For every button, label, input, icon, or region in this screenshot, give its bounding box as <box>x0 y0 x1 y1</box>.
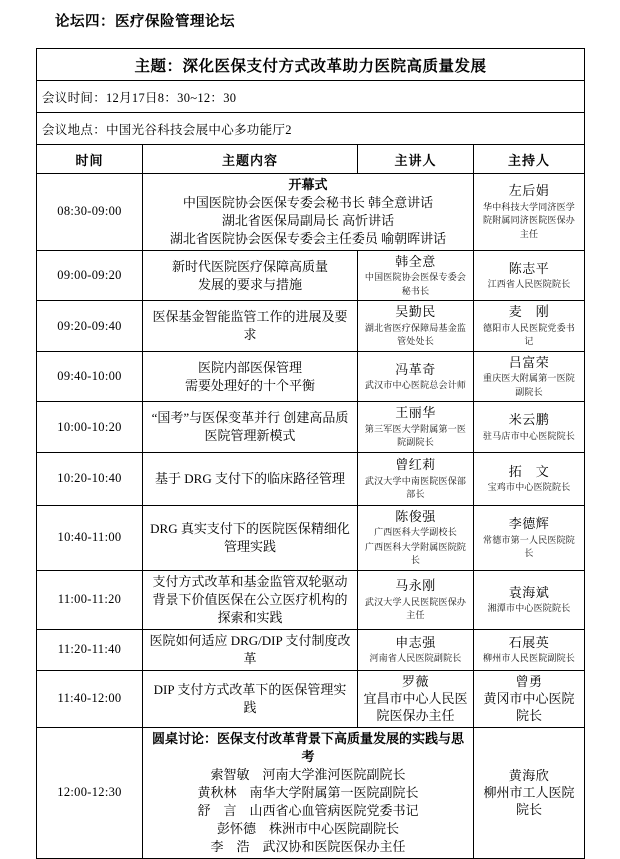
page-title: 论坛四：医疗保险管理论坛 <box>55 14 235 30</box>
person-org: 宜昌市中心人民医院医保办主任 <box>363 691 468 724</box>
table-header-row <box>37 145 585 174</box>
topic-line: 黄秋林 南华大学附属第一医院副院长 <box>197 784 419 800</box>
time-cell: 12:00-12:30 <box>37 728 143 859</box>
col-header-topic: 主题内容 <box>143 145 358 174</box>
time-cell: 10:20-10:40 <box>37 452 143 505</box>
topic-cell <box>143 570 358 629</box>
topic-line: DIP 支付方式改革下的医保管理实践 <box>153 681 347 715</box>
person-org: 柳州市工人医院院长 <box>483 785 575 818</box>
person-name: 陈俊强 <box>395 508 436 524</box>
topic-line: 李 浩 武汉协和医院医保办主任 <box>210 838 406 854</box>
person-org: 武汉大学中南医院医保部部长 <box>364 475 467 500</box>
host-cell <box>474 174 585 251</box>
speaker-cell <box>358 670 474 727</box>
topic-cell <box>143 728 474 859</box>
person-org: 德阳市人民医院党委书记 <box>483 322 576 347</box>
time-cell: 11:20-11:40 <box>37 629 143 670</box>
person-name: 韩全意 <box>395 253 436 269</box>
speaker-cell <box>358 629 474 670</box>
person-org: 中国医院协会医保专委会秘书长 <box>364 272 467 296</box>
person-name: 石展英 <box>508 634 550 650</box>
host-cell <box>474 452 585 505</box>
person-org: 武汉市中心医院总会计师 <box>364 380 467 391</box>
topic-line: 索智敏 河南大学淮河医院副院长 <box>210 766 406 782</box>
person-org: 柳州市人民医院副院长 <box>483 653 576 664</box>
person-name: 曾红莉 <box>395 457 436 473</box>
agenda-table <box>36 48 585 859</box>
host-cell <box>474 670 585 727</box>
person-org: 江西省人民医院院长 <box>487 279 571 290</box>
topic-line: 基于 DRG 支付下的临床路径管理 <box>155 470 345 486</box>
topic-line: DRG 真实支付下的医院医保精细化管理实践 <box>150 521 350 554</box>
person-org: 河南省人民医院副院长 <box>369 653 462 664</box>
meeting-time-text: 会议时间：12月17日8：30~12：30 <box>37 81 585 113</box>
topic-line: 舒 言 山西省心血管病医院党委书记 <box>197 802 419 818</box>
topic-line: 湖北省医保局副局长 高忻讲话 <box>221 212 395 228</box>
person-name: 袁海斌 <box>508 584 550 600</box>
person-name: 冯革奇 <box>395 361 436 377</box>
schedule-row <box>37 505 585 570</box>
person-org: 第三军医大学附属第一医院副院长 <box>364 423 467 448</box>
schedule-row <box>37 174 585 251</box>
person-org: 湘潭市中心医院院长 <box>487 603 571 614</box>
theme-row <box>37 49 585 81</box>
topic-cell <box>143 629 358 670</box>
topic-cell <box>143 301 358 352</box>
person-name: 李德辉 <box>508 516 550 532</box>
time-cell: 10:00-10:20 <box>37 402 143 453</box>
topic-cell <box>143 250 358 301</box>
person-name: 麦 刚 <box>508 304 550 320</box>
time-cell: 09:20-09:40 <box>37 301 143 352</box>
topic-line: 中国医院协会医保专委会秘书长 韩全意讲话 <box>182 194 434 210</box>
topic-cell <box>143 505 358 570</box>
topic-line: 湖北省医院协会医保专委会主任委员 喻朝晖讲话 <box>169 230 447 246</box>
topic-cell <box>143 351 358 402</box>
host-cell <box>474 351 585 402</box>
schedule-row <box>37 629 585 670</box>
person-org: 广西医科大学附属医院院长 <box>364 541 467 566</box>
meeting-venue-text: 会议地点：中国光谷科技会展中心多功能厅2 <box>37 113 585 145</box>
person-name: 王丽华 <box>395 405 436 421</box>
topic-title: 开幕式 <box>288 177 328 192</box>
speaker-cell <box>358 351 474 402</box>
topic-cell <box>143 402 358 453</box>
schedule-row <box>37 570 585 629</box>
topic-line: 支付方式改革和基金监管双轮驱动背景下价值医保在公立医疗机构的探索和实践 <box>152 573 348 625</box>
person-org: 重庆医大附属第一医院副院长 <box>483 373 576 397</box>
host-cell <box>474 629 585 670</box>
person-org: 广西医科大学副校长 <box>374 527 457 538</box>
meeting-time-row <box>37 81 585 113</box>
person-org: 湖北省医疗保障局基金监管处处长 <box>364 322 467 347</box>
time-cell: 11:00-11:20 <box>37 570 143 629</box>
host-cell <box>474 728 585 859</box>
person-name: 吕富荣 <box>508 354 550 370</box>
topic-line: “国考”与医保变革并行 创建高品质 <box>151 410 349 426</box>
person-name: 陈志平 <box>508 260 550 276</box>
time-cell: 10:40-11:00 <box>37 505 143 570</box>
topic-line: 发展的要求与措施 <box>197 276 302 292</box>
person-org: 华中科技大学同济医学院附属同济医院医保办主任 <box>483 201 576 239</box>
person-org: 驻马店市中心医院院长 <box>483 430 576 441</box>
person-name: 马永刚 <box>395 578 436 594</box>
schedule-row <box>37 452 585 505</box>
person-name: 黄海欣 <box>508 767 550 783</box>
speaker-cell <box>358 301 474 352</box>
person-name: 米云鹏 <box>508 412 550 428</box>
person-name: 罗薇 <box>401 673 429 689</box>
person-org: 宝鸡市中心医院院长 <box>487 482 571 493</box>
topic-line: 医院如何适应 DRG/DIP 支付制度改革 <box>149 632 351 666</box>
schedule-row <box>37 351 585 402</box>
meeting-venue-row <box>37 113 585 145</box>
topic-cell <box>143 452 358 505</box>
topic-line: 新时代医院医疗保障高质量 <box>171 258 328 274</box>
host-cell <box>474 301 585 352</box>
schedule-row <box>37 250 585 301</box>
speaker-cell <box>358 505 474 570</box>
host-cell <box>474 402 585 453</box>
person-name: 拓 文 <box>508 463 550 479</box>
host-cell <box>474 250 585 301</box>
host-cell <box>474 505 585 570</box>
schedule-row <box>37 301 585 352</box>
topic-cell <box>143 174 474 251</box>
schedule-row <box>37 670 585 727</box>
topic-line: 医保基金智能监管工作的进展及要求 <box>152 309 348 343</box>
person-org: 武汉大学人民医院医保办主任 <box>364 596 467 621</box>
person-name: 吴勤民 <box>395 304 436 320</box>
schedule-row <box>37 728 585 859</box>
speaker-cell <box>358 570 474 629</box>
col-header-host: 主持人 <box>474 145 585 174</box>
time-cell: 11:40-12:00 <box>37 670 143 727</box>
speaker-cell <box>358 402 474 453</box>
topic-title: 圆桌讨论：医保支付改革背景下高质量发展的实践与思考 <box>151 731 464 764</box>
col-header-speaker: 主讲人 <box>358 145 474 174</box>
time-cell: 08:30-09:00 <box>37 174 143 251</box>
person-org: 黄冈市中心医院院长 <box>483 691 575 724</box>
col-header-time: 时间 <box>37 145 143 174</box>
time-cell: 09:00-09:20 <box>37 250 143 301</box>
topic-line: 医院内部医保管理 <box>197 359 302 375</box>
person-org: 常德市第一人民医院院长 <box>483 534 576 559</box>
agenda-table-body <box>37 49 585 859</box>
time-cell: 09:40-10:00 <box>37 351 143 402</box>
topic-line: 需要处理好的十个平衡 <box>184 377 315 393</box>
topic-line: 彭怀德 株洲市中心医院副院长 <box>216 820 399 836</box>
person-name: 申志强 <box>395 634 436 650</box>
speaker-cell <box>358 452 474 505</box>
topic-cell <box>143 670 358 727</box>
topic-line: 医院管理新模式 <box>204 428 296 444</box>
schedule-row <box>37 402 585 453</box>
theme-text: 主题：深化医保支付方式改革助力医院高质量发展 <box>37 49 585 81</box>
host-cell <box>474 570 585 629</box>
person-name: 左后娟 <box>508 183 550 199</box>
person-name: 曾勇 <box>515 673 543 689</box>
speaker-cell <box>358 250 474 301</box>
